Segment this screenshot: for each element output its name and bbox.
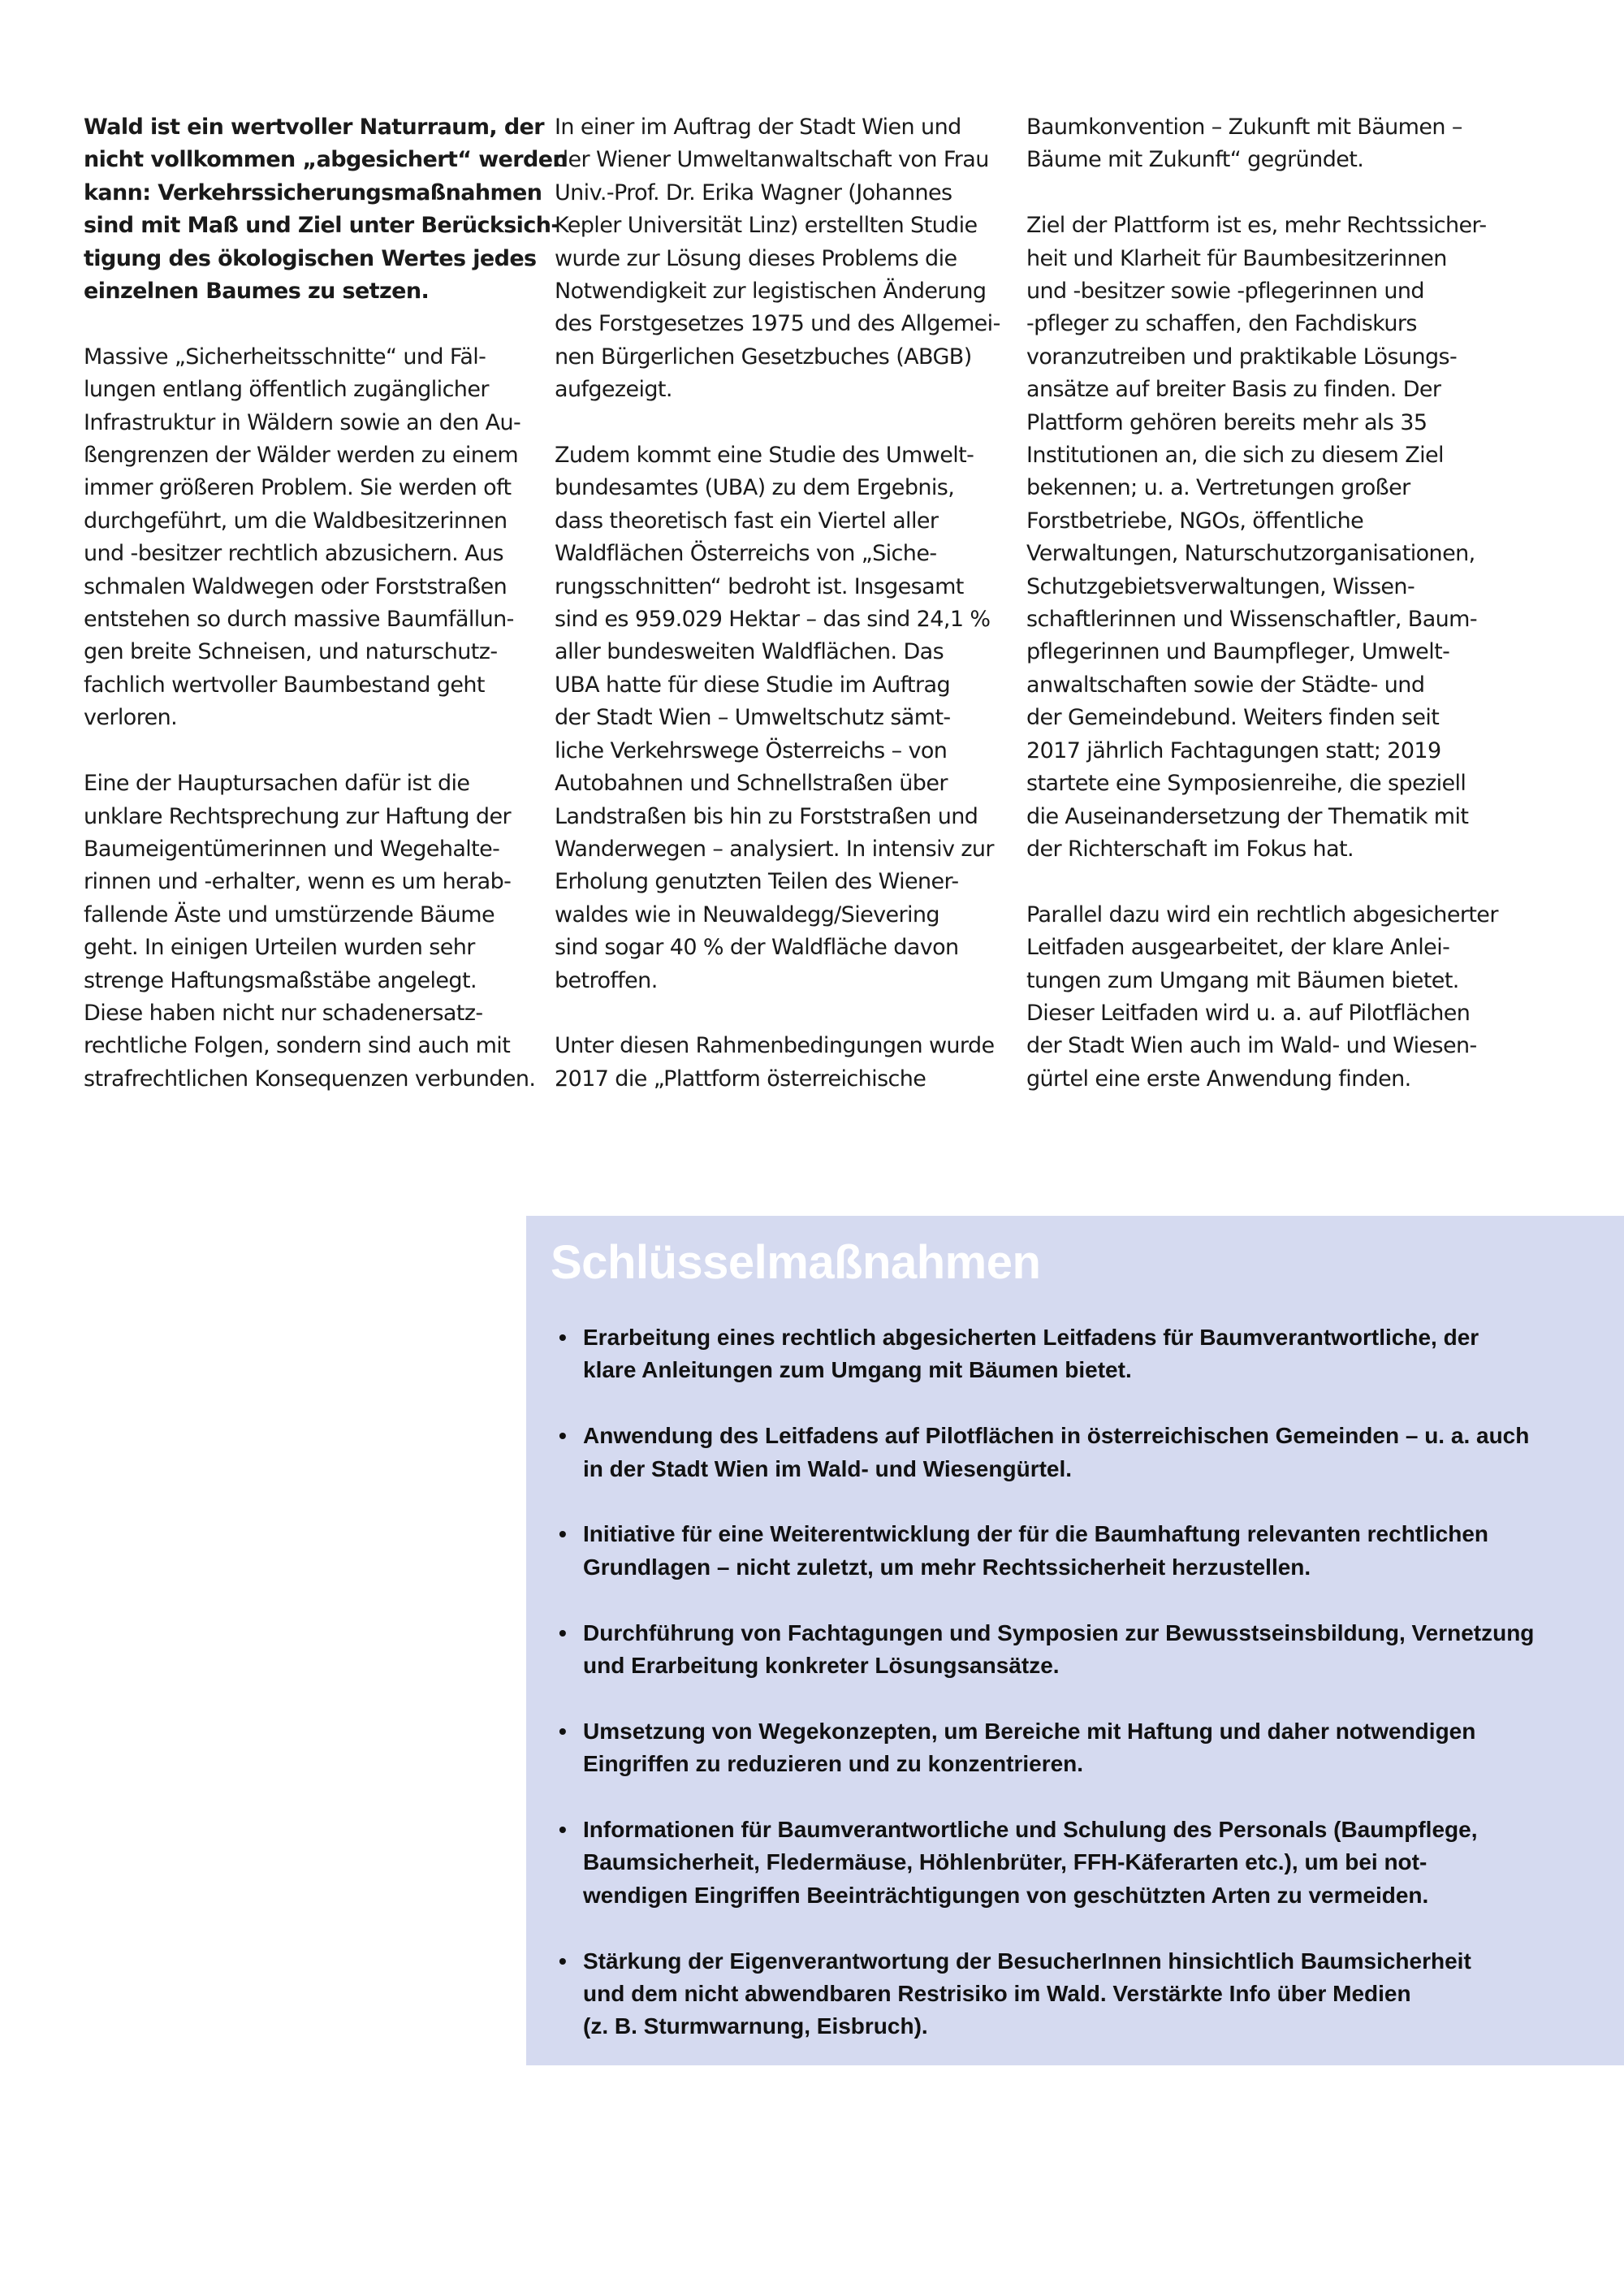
key-measure-item bbox=[559, 1518, 1606, 1584]
text-line: Waldflächen Österreichs von „Siche- bbox=[555, 541, 937, 567]
text-line: Forstbetriebe, NGOs, öffentliche bbox=[1026, 508, 1364, 534]
bullet-icon: • bbox=[559, 1423, 567, 1449]
text-line: die Auseinandersetzung der Thematik mit bbox=[1026, 803, 1469, 829]
paragraph bbox=[1026, 111, 1481, 177]
text-line: betroffen. bbox=[555, 967, 658, 993]
text-line: aller bundesweiten Waldflächen. Das bbox=[555, 639, 944, 665]
text-line: pflegerinnen und Baumpfleger, Umwelt- bbox=[1026, 639, 1450, 665]
lead-paragraph bbox=[84, 111, 568, 308]
text-line: wurde zur Lösung dieses Problems die bbox=[555, 245, 957, 271]
text-line: der Stadt Wien auch im Wald- und Wiesen- bbox=[1026, 1033, 1477, 1059]
text-line: des Forstgesetzes 1975 und des Allgemei- bbox=[555, 311, 1000, 337]
text-line: fachlich wertvoller Baumbestand geht bbox=[84, 672, 485, 698]
text-line: Eingriffen zu reduzieren und zu konzentrieren. bbox=[583, 1751, 1084, 1777]
text-line: Erarbeitung eines rechtlich abgesicherten Leitfadens für Baumverantwortliche, der bbox=[583, 1325, 1479, 1350]
text-line: Ziel der Plattform ist es, mehr Rechtssicher- bbox=[1026, 213, 1487, 239]
text-line: Univ.-Prof. Dr. Erika Wagner (Johannes bbox=[555, 179, 952, 205]
text-line: und Erarbeitung konkreter Lösungsansätze. bbox=[583, 1653, 1060, 1679]
text-line: nicht vollkommen „abgesichert“ werden bbox=[84, 147, 568, 173]
text-line: immer größeren Problem. Sie werden oft bbox=[84, 475, 512, 501]
text-line: Verwaltungen, Naturschutzorganisationen, bbox=[1026, 541, 1475, 567]
text-line: und dem nicht abwendbaren Restrisiko im Wald. Verstärkte Info über Medien bbox=[583, 1981, 1411, 2007]
bullet-icon: • bbox=[559, 1325, 567, 1350]
text-line: der Richterschaft im Fokus hat. bbox=[1026, 836, 1354, 862]
text-line: sind sogar 40 % der Waldfläche davon bbox=[555, 935, 959, 961]
text-line: Baumeigentümerinnen und Wegehalte- bbox=[84, 836, 500, 862]
key-measures-title: Schlüsselmaßnahmen bbox=[551, 1236, 1041, 1289]
text-line: anwaltschaften sowie der Städte- und bbox=[1026, 672, 1425, 698]
key-measure-item bbox=[559, 1945, 1606, 2043]
text-line: fallende Äste und umstürzende Bäume bbox=[84, 902, 495, 927]
text-line: sind mit Maß und Ziel unter Berücksich- bbox=[84, 213, 559, 239]
paragraph bbox=[1026, 899, 1498, 1096]
text-line: bekennen; u. a. Vertretungen großer bbox=[1026, 475, 1410, 501]
text-line: Plattform gehören bereits mehr als 35 bbox=[1026, 409, 1427, 435]
text-line: Eine der Hauptursachen dafür ist die bbox=[84, 771, 470, 797]
text-line: wendigen Eingriffen Beeinträchtigungen von geschützten Arten zu vermeiden. bbox=[583, 1882, 1429, 1908]
text-line: liche Verkehrswege Österreichs – von bbox=[555, 737, 948, 763]
text-line: (z. B. Sturmwarnung, Eisbruch). bbox=[583, 2013, 928, 2039]
text-line: verloren. bbox=[84, 705, 178, 731]
text-line: ansätze auf breiter Basis zu finden. Der bbox=[1026, 377, 1441, 403]
text-line: waldes wie in Neuwaldegg/Sievering bbox=[555, 902, 939, 927]
text-line: tigung des ökologischen Wertes jedes bbox=[84, 245, 537, 271]
paragraph bbox=[555, 1030, 1009, 1096]
text-line: der Wiener Umweltanwaltschaft von Frau bbox=[555, 147, 989, 173]
text-line: Diese haben nicht nur schadenersatz- bbox=[84, 1000, 483, 1026]
text-line: Parallel dazu wird ein rechtlich abgesicherter bbox=[1026, 902, 1498, 927]
text-line: und -besitzer sowie -pflegerinnen und bbox=[1026, 279, 1424, 305]
text-line: Grundlagen – nicht zuletzt, um mehr Rechtssicherheit herzustellen. bbox=[583, 1554, 1311, 1580]
text-line: Dieser Leitfaden wird u. a. auf Pilotflächen bbox=[1026, 1000, 1471, 1026]
text-line: sind es 959.029 Hektar – das sind 24,1 % bbox=[555, 607, 991, 633]
key-measure-item bbox=[559, 1715, 1606, 1781]
text-line: und -besitzer rechtlich abzusichern. Aus bbox=[84, 541, 503, 567]
text-line: rinnen und -erhalter, wenn es um herab- bbox=[84, 869, 512, 895]
text-line: Zudem kommt eine Studie des Umwelt- bbox=[555, 443, 974, 469]
text-line: strenge Haftungsmaßstäbe angelegt. bbox=[84, 967, 477, 993]
text-line: kann: Verkehrssicherungsmaßnahmen bbox=[84, 179, 542, 205]
text-line: tungen zum Umgang mit Bäumen bietet. bbox=[1026, 967, 1459, 993]
key-measure-item bbox=[559, 1420, 1606, 1485]
text-line: einzelnen Baumes zu setzen. bbox=[84, 279, 430, 305]
text-line: -pfleger zu schaffen, den Fachdiskurs bbox=[1026, 311, 1417, 337]
text-line: durchgeführt, um die Waldbesitzerinnen bbox=[84, 508, 508, 534]
text-line: ßengrenzen der Wälder werden zu einem bbox=[84, 443, 519, 469]
text-line: heit und Klarheit für Baumbesitzerinnen bbox=[1026, 245, 1447, 271]
text-line: voranzutreiben und praktikable Lösungs- bbox=[1026, 344, 1458, 370]
text-column-1 bbox=[84, 111, 568, 1129]
text-line: Autobahnen und Schnellstraßen über bbox=[555, 771, 948, 797]
text-line: der Gemeindebund. Weiters finden seit bbox=[1026, 705, 1440, 731]
bullet-icon: • bbox=[559, 1817, 567, 1843]
text-line: Leitfaden ausgearbeitet, der klare Anlei- bbox=[1026, 935, 1450, 961]
key-measure-item bbox=[559, 1617, 1606, 1683]
text-line: Stärkung der Eigenverantwortung der BesucherInnen hinsichtlich Baumsicherheit bbox=[583, 1948, 1471, 1974]
bullet-icon: • bbox=[559, 1718, 567, 1744]
text-line: Bäume mit Zukunft“ gegründet. bbox=[1026, 147, 1364, 173]
text-line: Erholung genutzten Teilen des Wiener- bbox=[555, 869, 959, 895]
text-line: Landstraßen bis hin zu Forststraßen und bbox=[555, 803, 978, 829]
text-line: aufgezeigt. bbox=[555, 377, 672, 403]
text-line: 2017 jährlich Fachtagungen statt; 2019 bbox=[1026, 737, 1441, 763]
text-line: entstehen so durch massive Baumfällun- bbox=[84, 607, 514, 633]
text-column-3 bbox=[1026, 111, 1498, 1129]
text-line: der Stadt Wien – Umweltschutz sämt- bbox=[555, 705, 951, 731]
text-line: UBA hatte für diese Studie im Auftrag bbox=[555, 672, 951, 698]
text-line: nen Bürgerlichen Gesetzbuches (ABGB) bbox=[555, 344, 972, 370]
bullet-icon: • bbox=[559, 1948, 567, 1974]
text-line: Initiative für eine Weiterentwicklung der für die Baumhaftung relevanten rechtlichen bbox=[583, 1521, 1489, 1547]
text-line: geht. In einigen Urteilen wurden sehr bbox=[84, 935, 475, 961]
key-measures-list bbox=[559, 1321, 1606, 2076]
paragraph bbox=[555, 111, 1009, 407]
bullet-icon: • bbox=[559, 1521, 567, 1547]
text-line: Institutionen an, die sich zu diesem Ziel bbox=[1026, 443, 1444, 469]
text-line: Durchführung von Fachtagungen und Symposien zur Bewusstseinsbildung, Vernetzung bbox=[583, 1619, 1535, 1645]
text-line: Kepler Universität Linz) erstellten Studie bbox=[555, 213, 978, 239]
paragraph bbox=[1026, 210, 1487, 866]
text-column-2 bbox=[555, 111, 1009, 1129]
text-line: startete eine Symposienreihe, die speziell bbox=[1026, 771, 1466, 797]
text-line: Massive „Sicherheitsschnitte“ und Fäl- bbox=[84, 344, 486, 370]
text-line: rungsschnitten“ bedroht ist. Insgesamt bbox=[555, 573, 964, 599]
key-measure-item bbox=[559, 1814, 1606, 1912]
text-line: lungen entlang öffentlich zugänglicher bbox=[84, 377, 489, 403]
text-line: bundesamtes (UBA) zu dem Ergebnis, bbox=[555, 475, 955, 501]
text-line: 2017 die „Plattform österreichische bbox=[555, 1066, 926, 1092]
paragraph bbox=[84, 767, 538, 1096]
text-line: In einer im Auftrag der Stadt Wien und bbox=[555, 115, 961, 140]
text-line: Notwendigkeit zur legistischen Änderung bbox=[555, 279, 987, 305]
text-line: Umsetzung von Wegekonzepten, um Bereiche mit Haftung und daher notwendigen bbox=[583, 1718, 1476, 1744]
text-line: schaftlerinnen und Wissenschaftler, Baum- bbox=[1026, 607, 1478, 633]
text-line: schmalen Waldwegen oder Forststraßen bbox=[84, 573, 508, 599]
text-line: Wald ist ein wertvoller Naturraum, der bbox=[84, 115, 544, 140]
paragraph bbox=[555, 439, 1009, 997]
text-line: Baumsicherheit, Fledermäuse, Höhlenbrüter, FFH-Käferarten etc.), um bei not- bbox=[583, 1849, 1427, 1875]
text-line: Wanderwegen – analysiert. In intensiv zur bbox=[555, 836, 994, 862]
text-line: strafrechtlichen Konsequenzen verbunden. bbox=[84, 1066, 536, 1092]
text-line: Unter diesen Rahmenbedingungen wurde bbox=[555, 1033, 995, 1059]
key-measures-box bbox=[526, 1216, 1624, 2065]
text-line: rechtliche Folgen, sondern sind auch mit bbox=[84, 1033, 511, 1059]
text-line: gen breite Schneisen, und naturschutz- bbox=[84, 639, 498, 665]
text-line: Anwendung des Leitfadens auf Pilotflächen in österreichischen Gemeinden – u. a. auch bbox=[583, 1423, 1530, 1449]
text-line: Schutzgebietsverwaltungen, Wissen- bbox=[1026, 573, 1415, 599]
key-measure-item bbox=[559, 1321, 1606, 1387]
text-line: klare Anleitungen zum Umgang mit Bäumen bietet. bbox=[583, 1357, 1132, 1383]
text-line: Baumkonvention – Zukunft mit Bäumen – bbox=[1026, 115, 1462, 140]
text-line: unklare Rechtsprechung zur Haftung der bbox=[84, 803, 511, 829]
paragraph bbox=[84, 341, 538, 735]
text-line: gürtel eine erste Anwendung finden. bbox=[1026, 1066, 1411, 1092]
bullet-icon: • bbox=[559, 1619, 567, 1645]
text-line: dass theoretisch fast ein Viertel aller bbox=[555, 508, 939, 534]
text-line: Infrastruktur in Wäldern sowie an den Au- bbox=[84, 409, 521, 435]
text-line: in der Stadt Wien im Wald- und Wiesengürtel. bbox=[583, 1455, 1073, 1481]
text-line: Informationen für Baumverantwortliche und Schulung des Personals (Baumpflege, bbox=[583, 1817, 1478, 1843]
